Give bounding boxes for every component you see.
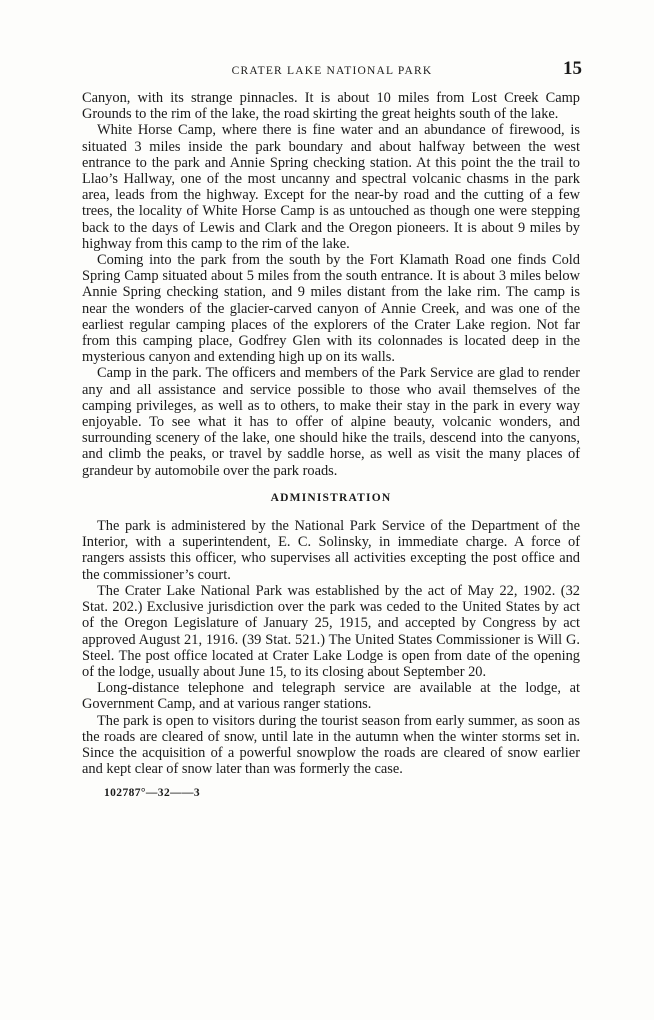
- page-number: 15: [563, 58, 582, 79]
- section-heading: ADMINISTRATION: [270, 491, 392, 504]
- printer-signature-mark: 102787°—32——3: [104, 787, 201, 800]
- paragraph: Long-distance telephone and telegraph service are available at the lodge, at Government Camp, and at various ranger stations.: [82, 680, 580, 713]
- paragraph: Coming into the park from the south by the Fort Klamath Road one finds Cold Spring Camp situated about 5 miles from the south entrance. It is about 3 miles below Annie Spring checking station, and 9 miles distant from the lake rim. The camp is near the wonders of the glacier-carved canyon of Annie Creek, and was one of the earliest regular camping places of the explorers of the Crater Lake region. Not far from this camping place, Godfrey Glen with its colonnades is located deep in the mysterious canyon and extending high up on its walls.: [82, 252, 580, 366]
- paragraph: Camp in the park. The officers and members of the Park Service are glad to render any and all assistance and service possible to those who avail themselves of the camping privileges, as well as to others, to make their stay in the park in every way enjoyable. To see what it has to offer of alpine beauty, volcanic wonders, and surrounding scenery of the lake, one should hike the trails, descend into the canyons, and climb the peaks, or travel by saddle horse, as well as visit the many places of grandeur by automobile over the park roads.: [82, 365, 580, 479]
- paragraph: Canyon, with its strange pinnacles. It is about 10 miles from Lost Creek Camp Grounds to the rim of the lake, the road skirting the great heights south of the lake.: [82, 90, 580, 123]
- paragraph: The Crater Lake National Park was established by the act of May 22, 1902. (32 Stat. 202.) Exclusive jurisdiction over the park was ceded to the United States by act of the Oregon Legislature of January 25, 1915, and accepted by Congress by act approved August 21, 1916. (39 Stat. 521.) The United States Commissioner is Will G. Steel. The post office located at Crater Lake Lodge is open from date of the opening of the lodge, usually about June 15, to its closing about September 20.: [82, 582, 580, 680]
- running-title: CRATER LAKE NATIONAL PARK: [231, 65, 433, 77]
- running-head: [82, 60, 582, 82]
- paragraph: White Horse Camp, where there is fine water and an abundance of firewood, is situated 3 miles inside the park boundary and about halfway between the west entrance to the park and Annie Spring checking station. At this point the the trail to Llao’s Hallway, one of the most uncanny and spectral volcanic chasms in the park area, leads from the highway. Except for the near-by road and the cutting of a few trees, the locality of White Horse Camp is as untouched as though one were stepping back to the days of Lewis and Clark and the Oregon pioneers. It is about 9 miles by highway from this camp to the rim of the lake.: [82, 122, 580, 252]
- paragraph: The park is administered by the National Park Service of the Department of the Interior, with a superintendent, E. C. Solinsky, in immediate charge. A force of rangers assists this officer, who supervises all activities excepting the post office and the commissioner’s court.: [82, 518, 580, 583]
- body-text: [82, 90, 580, 802]
- paragraph: The park is open to visitors during the tourist season from early summer, as soon as the roads are cleared of snow, until late in the autumn when the winter storms set in. Since the acquisition of a powerful snowplow the roads are cleared of snow earlier and kept clear of snow later than was formerly the case.: [82, 712, 580, 778]
